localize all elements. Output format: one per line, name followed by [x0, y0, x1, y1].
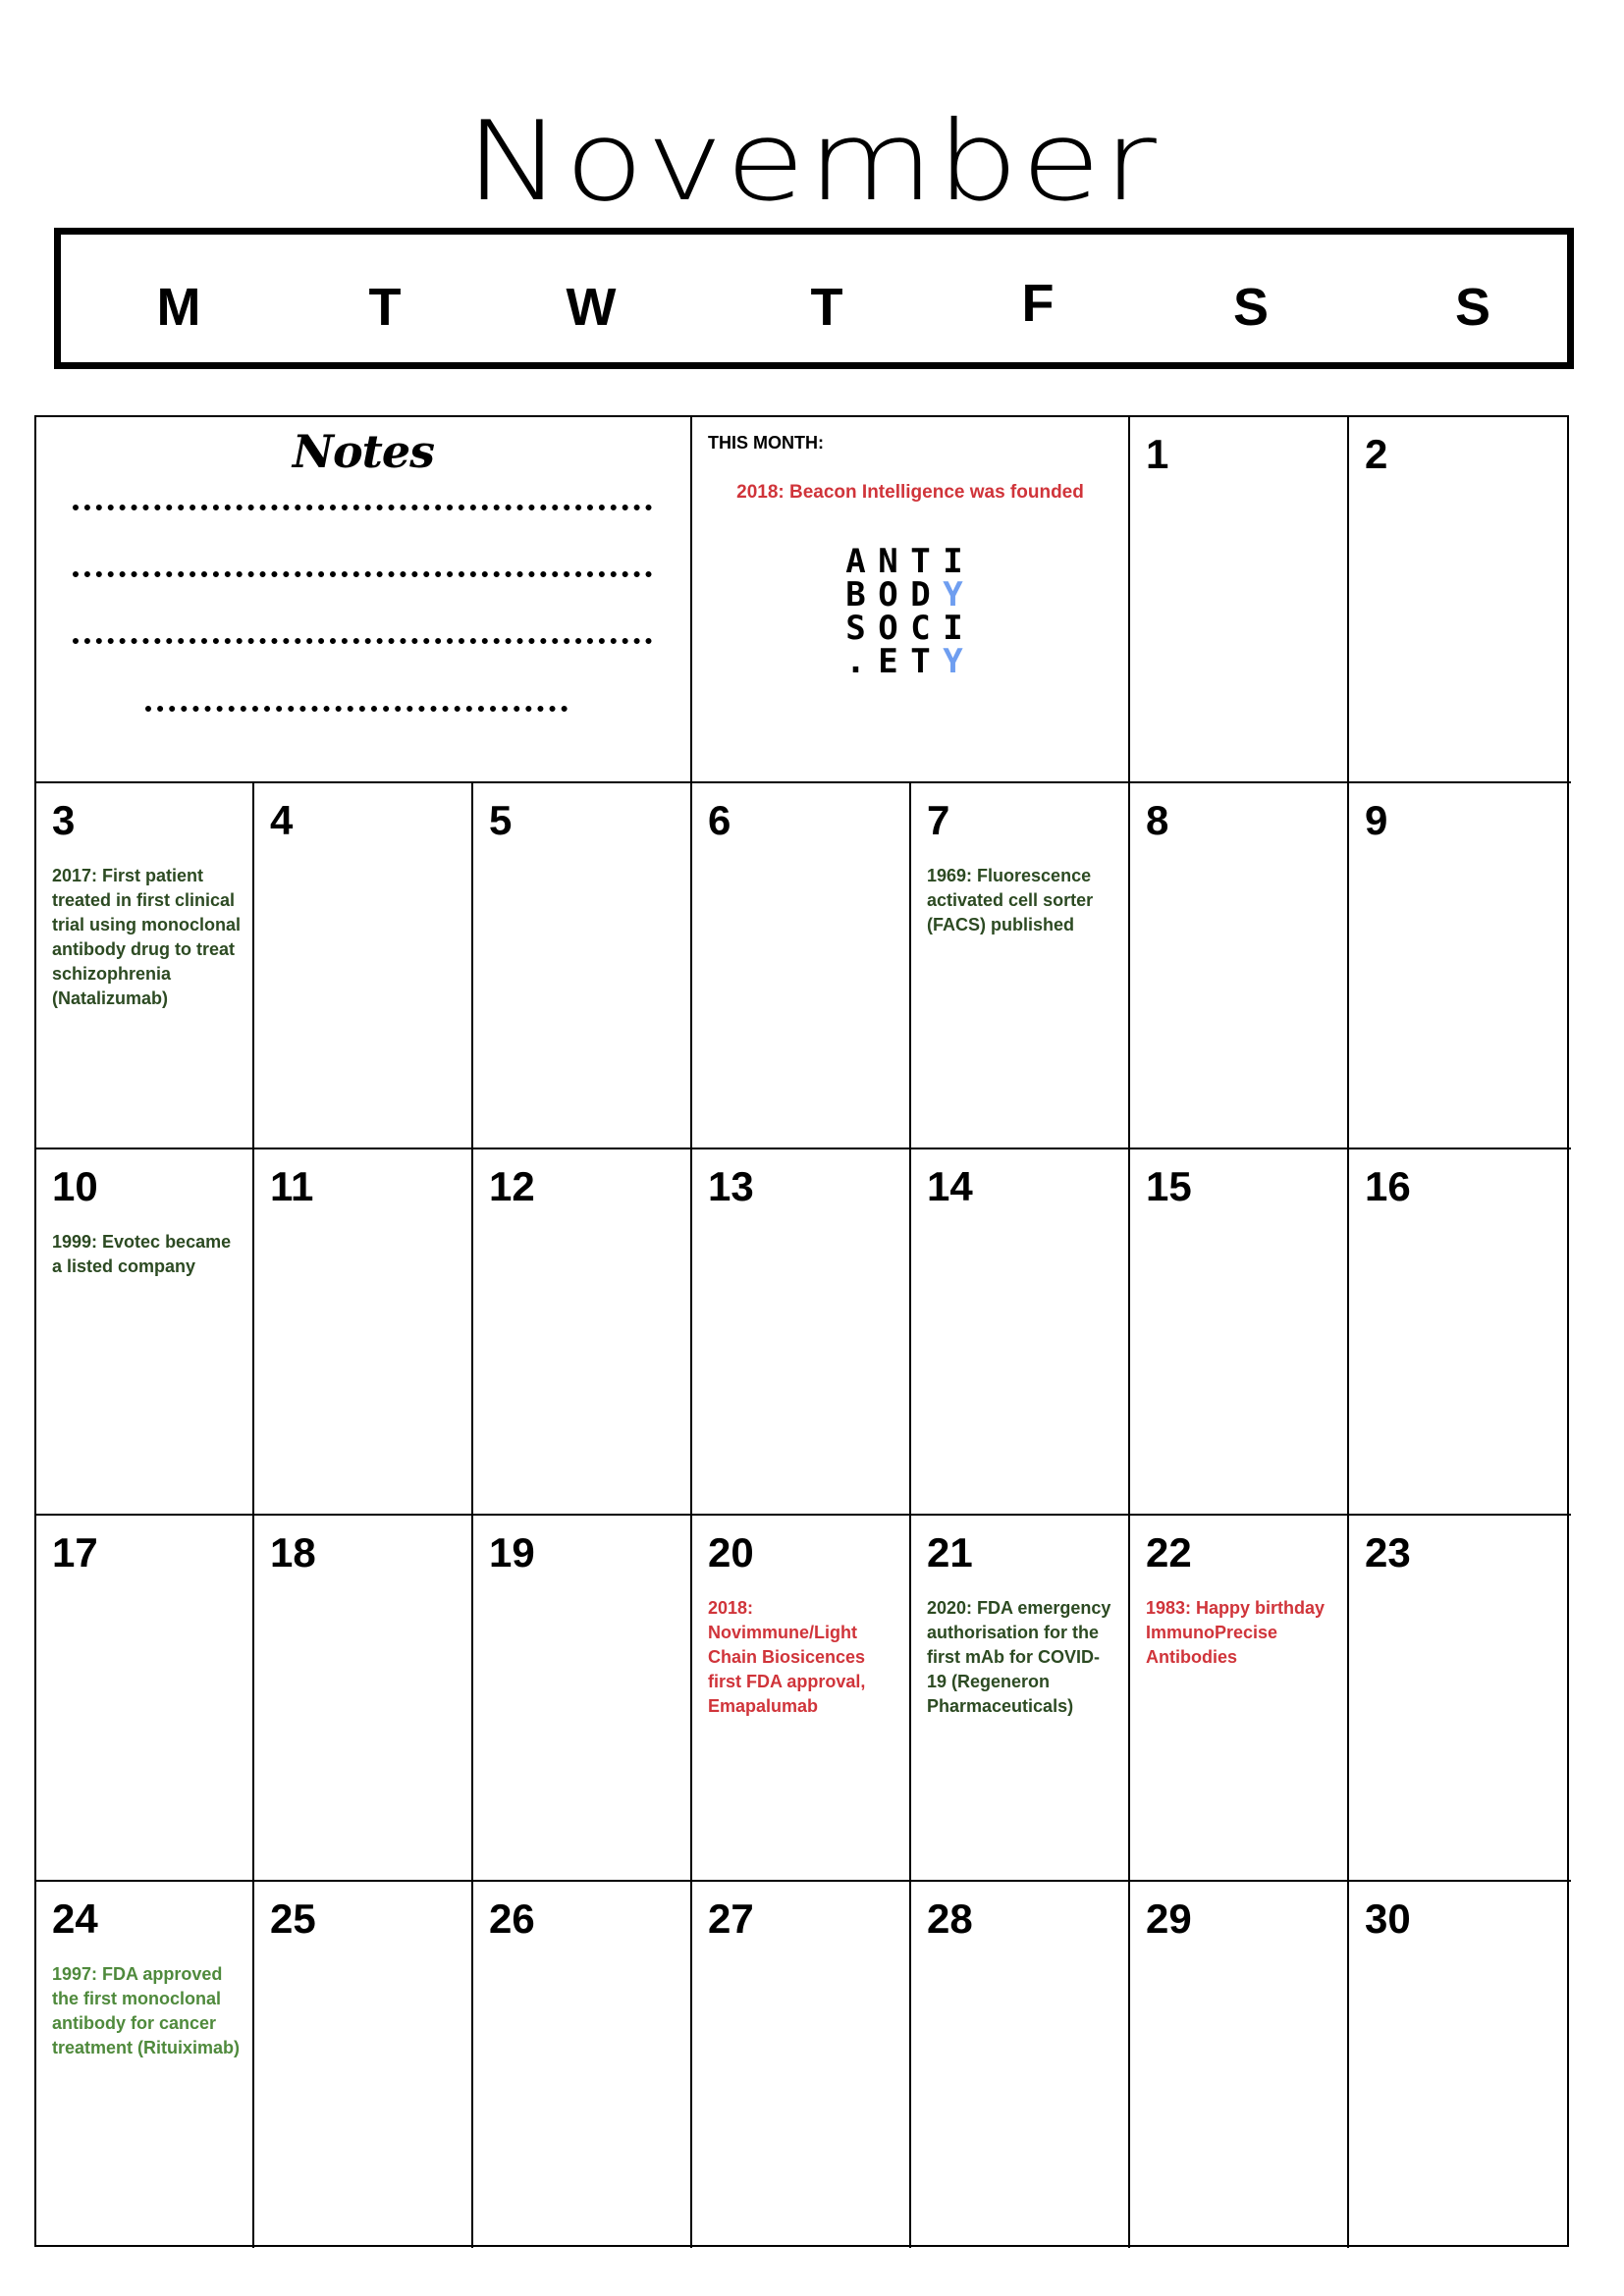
day-number: 26	[489, 1896, 535, 1942]
day-cell-19[interactable]	[473, 1516, 692, 1882]
notes-line[interactable]	[73, 638, 652, 644]
this-month-label: THIS MONTH:	[708, 433, 824, 453]
day-cell-1[interactable]	[1130, 417, 1349, 783]
notes-line[interactable]	[73, 505, 652, 510]
day-cell-25[interactable]	[254, 1882, 473, 2248]
logo-letter: N	[878, 542, 898, 581]
day-number: 28	[927, 1896, 973, 1942]
day-cell-15[interactable]	[1130, 1149, 1349, 1516]
day-number: 7	[927, 797, 950, 843]
logo-letter: I	[943, 542, 963, 581]
day-number: 15	[1146, 1163, 1192, 1209]
day-cell-23[interactable]	[1349, 1516, 1571, 1882]
logo-letter: D	[910, 575, 931, 614]
day-event-note: 1999: Evotec became a listed company	[52, 1232, 232, 1276]
day-event-note: 2017: First patient treated in first clinical trial using monoclonal antibody drug to treat schizophrenia (Natalizumab)	[52, 866, 242, 1008]
logo-letter: Y	[943, 642, 963, 681]
logo-letter: I	[943, 609, 963, 648]
day-cell-18[interactable]	[254, 1516, 473, 1882]
day-cell-21[interactable]	[911, 1516, 1130, 1882]
logo-letter: E	[878, 642, 898, 681]
day-cell-12[interactable]	[473, 1149, 692, 1516]
weekday-label: W	[566, 278, 617, 337]
weekday-label: T	[810, 278, 843, 337]
day-number: 29	[1146, 1896, 1192, 1942]
day-event-note: 2018: Novimmune/Light Chain Biosicences first FDA approval, Emapalumab	[708, 1598, 866, 1716]
day-cell-11[interactable]	[254, 1149, 473, 1516]
day-number: 9	[1365, 797, 1388, 843]
this-month-note: 2018: Beacon Intelligence was founded	[736, 482, 1084, 503]
weekday-header	[54, 228, 1574, 369]
day-cell-30[interactable]	[1349, 1882, 1571, 2248]
day-number: 8	[1146, 797, 1169, 843]
day-number: 1	[1146, 431, 1169, 477]
day-cell-10[interactable]	[36, 1149, 254, 1516]
day-cell-28[interactable]	[911, 1882, 1130, 2248]
day-cell-4[interactable]	[254, 783, 473, 1149]
day-cell-5[interactable]	[473, 783, 692, 1149]
day-number: 19	[489, 1529, 535, 1575]
day-cell-26[interactable]	[473, 1882, 692, 2248]
day-cell-27[interactable]	[692, 1882, 911, 2248]
antibody-society-logo	[839, 542, 977, 681]
day-number: 3	[52, 797, 76, 843]
day-number: 23	[1365, 1529, 1411, 1575]
day-number: 20	[708, 1529, 754, 1575]
day-number: 22	[1146, 1529, 1192, 1575]
calendar-grid	[34, 415, 1569, 2247]
day-number: 17	[52, 1529, 98, 1575]
day-number: 27	[708, 1896, 754, 1942]
notes-cell	[36, 417, 692, 783]
day-cell-3[interactable]	[36, 783, 254, 1149]
logo-letter: B	[845, 575, 866, 614]
day-number: 18	[270, 1529, 316, 1575]
logo-letter: T	[910, 542, 931, 581]
logo-letter: .	[845, 642, 866, 681]
day-event-note: 1983: Happy birthday ImmunoPrecise Antibodies	[1146, 1598, 1326, 1667]
day-cell-22[interactable]	[1130, 1516, 1349, 1882]
day-number: 13	[708, 1163, 754, 1209]
day-cell-6[interactable]	[692, 783, 911, 1149]
month-title: November	[464, 98, 1160, 226]
day-cell-16[interactable]	[1349, 1149, 1571, 1516]
notes-title: Notes	[292, 425, 435, 478]
day-number: 30	[1365, 1896, 1411, 1942]
day-cell-13[interactable]	[692, 1149, 911, 1516]
weekday-label: S	[1454, 278, 1491, 337]
logo-letter: T	[910, 642, 931, 681]
this-month-cell	[692, 417, 1130, 783]
day-event-note: 1997: FDA approved the first monoclonal antibody for cancer treatment (Rituiximab)	[52, 1964, 241, 2057]
day-number: 14	[927, 1163, 973, 1209]
day-number: 4	[270, 797, 294, 843]
day-event-note: 2020: FDA emergency authorisation for the first mAb for COVID-19 (Regeneron Pharmaceuticals)	[927, 1598, 1111, 1716]
logo-letter: Y	[943, 575, 963, 614]
notes-line[interactable]	[145, 706, 568, 712]
weekday-label: T	[368, 278, 402, 337]
day-number: 24	[52, 1896, 98, 1942]
day-cell-9[interactable]	[1349, 783, 1571, 1149]
day-event-note: 1969: Fluorescence activated cell sorter (FACS) published	[927, 866, 1094, 934]
logo-letter: C	[910, 609, 931, 648]
day-cell-8[interactable]	[1130, 783, 1349, 1149]
day-cell-20[interactable]	[692, 1516, 911, 1882]
day-cell-29[interactable]	[1130, 1882, 1349, 2248]
notes-line[interactable]	[73, 571, 652, 577]
logo-letter: A	[845, 542, 866, 581]
weekday-label: M	[156, 278, 201, 337]
day-cell-7[interactable]	[911, 783, 1130, 1149]
day-number: 11	[270, 1163, 314, 1209]
day-number: 21	[927, 1529, 973, 1575]
weekday-label: F	[1021, 274, 1055, 333]
day-cell-24[interactable]	[36, 1882, 254, 2248]
day-number: 10	[52, 1163, 98, 1209]
day-number: 25	[270, 1896, 316, 1942]
day-number: 16	[1365, 1163, 1411, 1209]
day-number: 12	[489, 1163, 535, 1209]
weekday-label: S	[1232, 278, 1270, 337]
day-cell-14[interactable]	[911, 1149, 1130, 1516]
logo-letter: O	[878, 609, 898, 648]
logo-letter: S	[845, 609, 866, 648]
day-number: 6	[708, 797, 731, 843]
day-number: 2	[1365, 431, 1388, 477]
day-number: 5	[489, 797, 513, 843]
logo-letter: O	[878, 575, 898, 614]
day-cell-2[interactable]	[1349, 417, 1571, 783]
day-cell-17[interactable]	[36, 1516, 254, 1882]
